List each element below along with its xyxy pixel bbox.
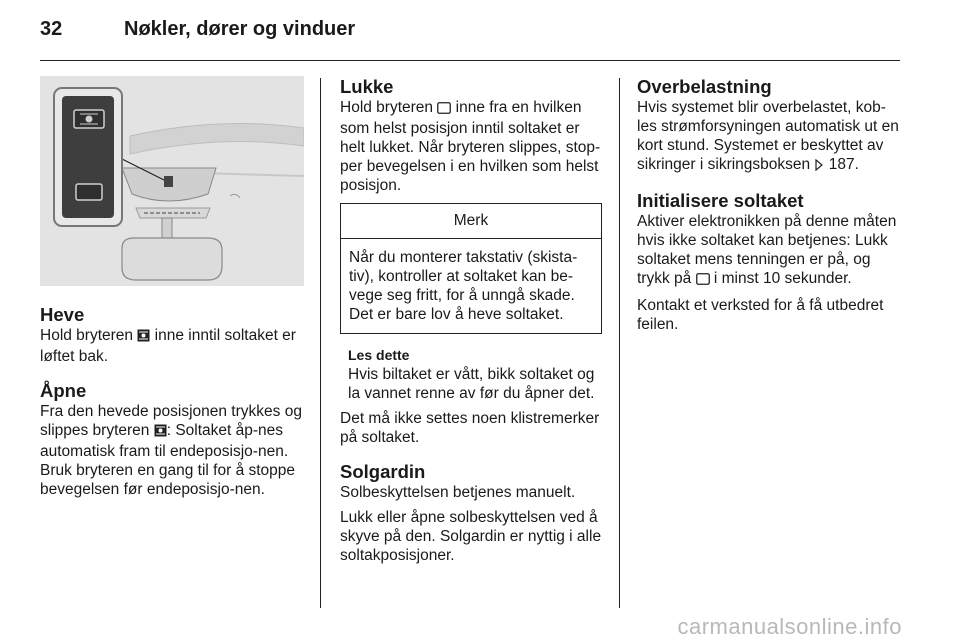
section-heading-overbelastning: Overbelastning (637, 76, 772, 97)
column-divider (619, 78, 620, 608)
initialisere-text-2: Kontakt et verksted for å få utbedret feilen. (637, 297, 884, 333)
sunroof-raise-icon (154, 423, 167, 442)
column-1 (40, 76, 304, 499)
page-header (40, 18, 900, 48)
section-heading-initialisere: Initialisere soltaket (637, 190, 804, 211)
heve-text: Hold bryteren inne inntil soltaket er løftet bak. (40, 327, 296, 365)
watermark: carmanualsonline.info (677, 614, 902, 639)
column-3 (637, 76, 902, 334)
merk-title: Merk (341, 204, 601, 239)
section-heading-heve: Heve (40, 304, 85, 325)
section-heading-lukke: Lukke (340, 76, 394, 97)
page-reference-arrow-icon (814, 157, 824, 176)
column-2 (340, 76, 602, 565)
header-rule (40, 60, 900, 61)
merk-note-box (340, 203, 602, 334)
lukke-text: Hold bryteren inne fra en hvilken som helst posisjon inntil soltaket er helt lukket. Når bryteren slippes, stop-per bevegelsen i en hvilken som helst posisjon. (340, 99, 601, 194)
solgardin-text-2: Lukk eller åpne solbeskyttelsen ved å skyve på den. Solgardin er nyttig i alle soltakposisjoner. (340, 509, 602, 564)
sunroof-raise-icon (137, 328, 150, 347)
solgardin-text-1: Solbeskyttelsen betjenes manuelt. (340, 484, 576, 501)
section-heading-solgardin: Solgardin (340, 461, 426, 482)
page-number: 32 (40, 18, 63, 40)
merk-text: Når du monterer takstativ (skista-tiv), kontroller at soltaket kan be-vege seg fritt, for å unngå skade. Det er bare lov å heve soltaket. (349, 249, 578, 323)
overbelastning-text: Hvis systemet blir overbelastet, kob-les strømforsyningen automatisk ut en kort stund. Systemet er beskyttet av sikringer i sikringsboksen 187. (637, 98, 902, 176)
les-dette-title: Les dette (348, 347, 410, 363)
sunroof-switch-illustration (40, 76, 304, 286)
section-heading-apne: Åpne (40, 380, 87, 401)
klistre-text: Det må ikke settes noen klistremerker på soltaket. (340, 410, 600, 446)
initialisere-text: Aktiver elektronikken på denne måten hvis ikke soltaket kan betjenes: Lukk soltaket mens tenningen er på, og trykk på i minst 10 sekunder. (637, 212, 902, 290)
sunroof-close-icon (437, 100, 451, 119)
sunroof-close-icon (696, 271, 710, 290)
page-title: Nøkler, dører og vinduer (124, 18, 356, 40)
column-divider (320, 78, 321, 608)
apne-text: Fra den hevede posisjonen trykkes og slippes bryteren : Soltaket åp-nes automatisk fram til endeposisjo-nen. Bruk bryteren en gang til for å stoppe bevegelsen før endeposisjo-nen. (40, 403, 302, 498)
les-dette-text: Hvis biltaket er vått, bikk soltaket og la vannet renne av før du åpner det. (348, 366, 595, 402)
